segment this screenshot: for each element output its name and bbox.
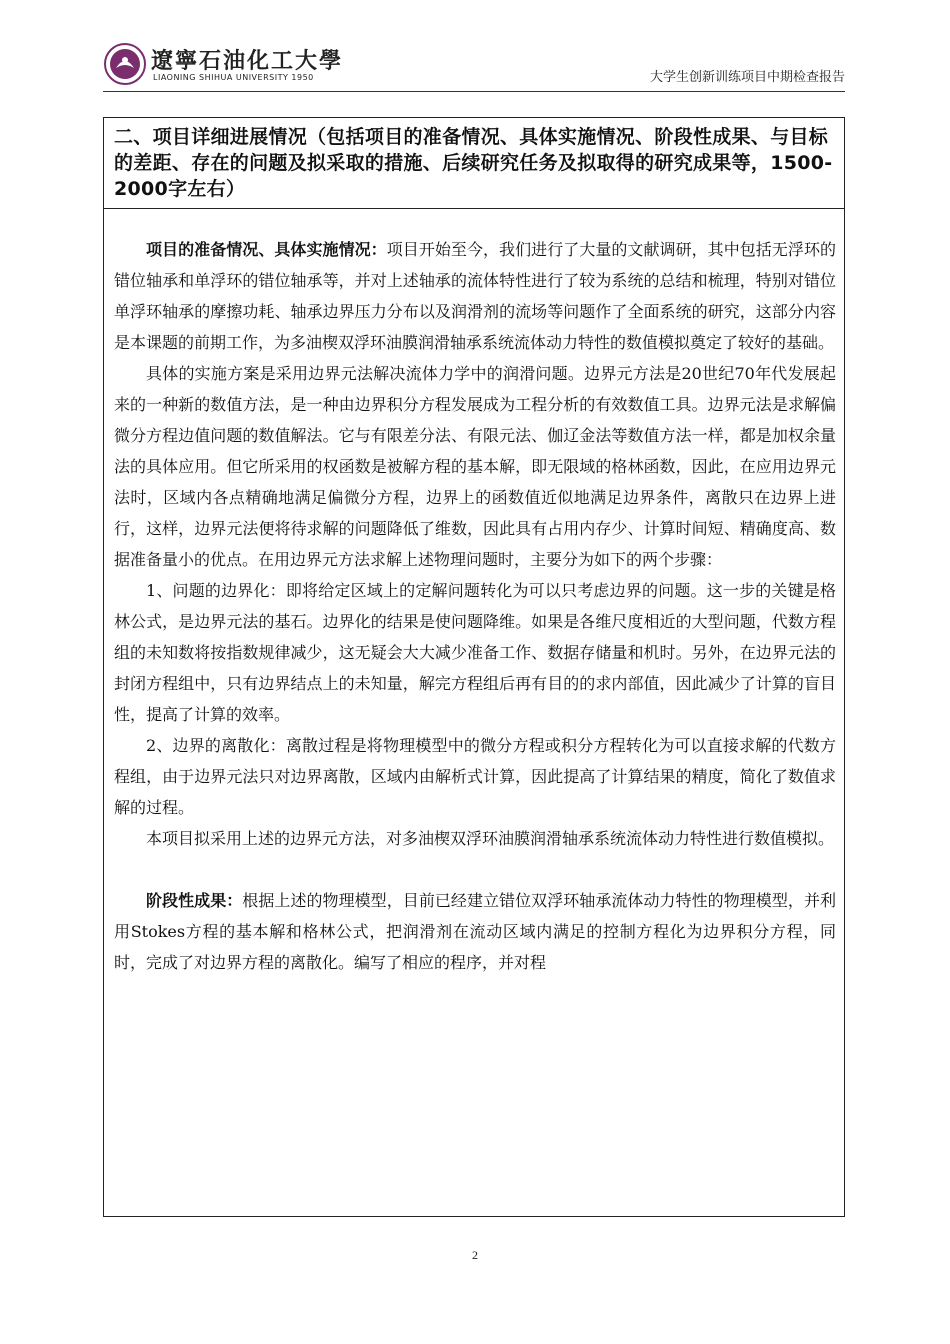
university-name-en: LIAONING SHIHUA UNIVERSITY 1950 (153, 73, 314, 82)
paragraph-results (114, 885, 836, 978)
content-frame (103, 117, 845, 1217)
paragraph-gap (114, 854, 836, 885)
paragraph-preparation (114, 234, 836, 358)
header-rule (103, 91, 845, 92)
paragraph-step-1: 1、问题的边界化：即将给定区域上的定解问题转化为可以只考虑边界的问题。这一步的关键是格林公式，是边界元法的基石。边界化的结果是使问题降维。如果是各维尺度相近的大型问题，代数方程组的未知数将按指数规律减少，这无疑会大大减少准备工作、数据存储量和机时。另外，在边界元法的封闭方程组中，只有边界结点上的未知量，解完方程组后再有目的的求内部值，因此减少了计算的盲目性，提高了计算的效率。 (114, 581, 836, 724)
university-emblem-icon (103, 42, 147, 86)
page-header (103, 38, 845, 90)
section-title: 二、项目详细进展情况（包括项目的准备情况、具体实施情况、阶段性成果、与目标的差距、存在的问题及拟采取的措施、后续研究任务及拟取得的研究成果等，1500-2000字左右） (114, 126, 833, 200)
results-lead: 阶段性成果： (146, 891, 243, 910)
university-name-cn: 遼寧石油化工大學 (151, 48, 344, 74)
page-number: 2 (472, 1248, 478, 1262)
frame-divider (104, 208, 844, 209)
preparation-lead: 项目的准备情况、具体实施情况： (146, 240, 387, 259)
results-text: 根据上述的物理模型，目前已经建立错位双浮环轴承流体动力特性的物理模型，并利用Stokes方程的基本解和格林公式，把润滑剂在流动区域内满足的控制方程化为边界积分方程，同时，完成了对边界方程的离散化。编写了相应的程序，并对程 (114, 891, 836, 972)
paragraph-implementation: 具体的实施方案是采用边界元法解决流体力学中的润滑问题。边界元方法是20世纪70年代发展起来的一种新的数值方法，是一种由边界积分方程发展成为工程分析的有效数值工具。边界元法是求解偏微分方程边值问题的数值解法。它与有限差分法、有限元法、伽辽金法等数值方法一样，都是加权余量法的具体应用。但它所采用的权函数是被解方程的基本解，即无限域的格林函数，因此，在应用边界元法时，区域内各点精确地满足偏微分方程，边界上的函数值近似地满足边界条件，离散只在边界上进行，这样，边界元法便将待求解的问题降低了维数，因此具有占用内存少、计算时间短、精确度高、数据准备量小的优点。在用边界元方法求解上述物理问题时，主要分为如下的两个步骤： (114, 364, 836, 569)
preparation-text: 项目开始至今，我们进行了大量的文献调研，其中包括无浮环的错位轴承和单浮环的错位轴承等，并对上述轴承的流体特性进行了较为系统的总结和梳理，特别对错位单浮环轴承的摩擦功耗、轴承边界压力分布以及润滑剂的流场等问题作了全面系统的研究，这部分内容是本课题的前期工作，为多油楔双浮环油膜润滑轴承系统流体动力特性的数值模拟奠定了较好的基础。 (114, 240, 836, 352)
paragraph-plan: 本项目拟采用上述的边界元方法，对多油楔双浮环油膜润滑轴承系统流体动力特性进行数值模拟。 (146, 829, 835, 848)
report-title: 大学生创新训练项目中期检查报告 (649, 70, 845, 85)
paragraph-step-2: 2、边界的离散化：离散过程是将物理模型中的微分方程或积分方程转化为可以直接求解的代数方程组，由于边界元法只对边界离散，区域内由解析式计算，因此提高了计算结果的精度，简化了数值求解的过程。 (114, 736, 836, 817)
section-body (114, 234, 836, 978)
